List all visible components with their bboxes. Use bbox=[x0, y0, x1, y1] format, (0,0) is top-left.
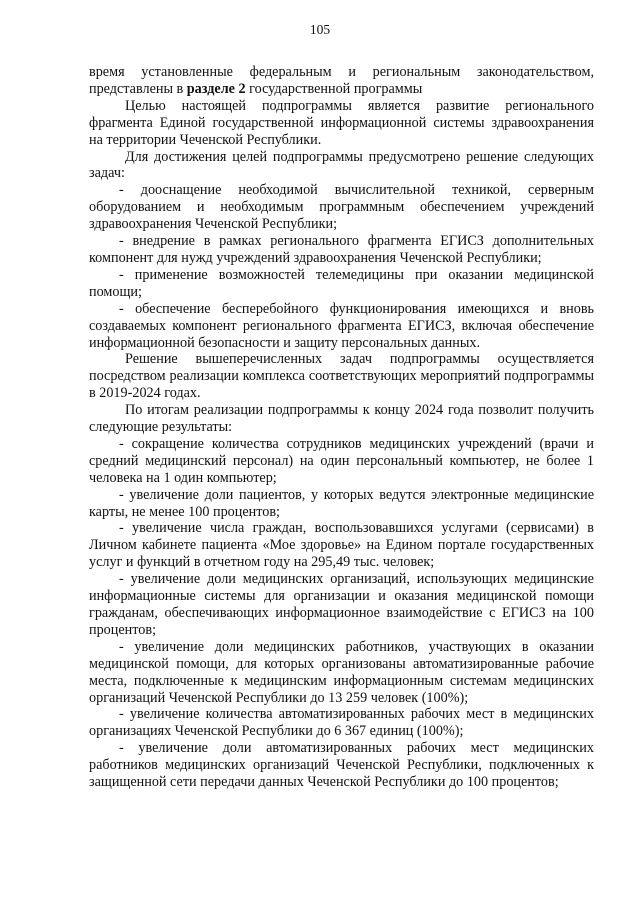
result-item: - увеличение доли автоматизированных рабочих мест медицинских работников медицинских организаций Чеченской Республики, подключенных к защищенной сети передачи данных Чеченской Республики до 100 процентов; bbox=[89, 740, 594, 791]
result-item: - увеличение доли медицинских организаций, использующих медицинские информационные системы для организации и оказания медицинской помощи гражданам, обеспечивающих информационное взаимодействие с ЕГИСЗ на 100 процентов; bbox=[89, 571, 594, 638]
intro-section-reference: разделе 2 bbox=[186, 80, 246, 97]
result-item: - увеличение доли пациентов, у которых ведутся электронные медицинские карты, не менее 100 процентов; bbox=[89, 486, 594, 520]
task-item: - применение возможностей телемедицины при оказании медицинской помощи; bbox=[89, 266, 594, 300]
task-item: - дооснащение необходимой вычислительной техникой, серверным оборудованием и необходимым программным обеспечением учреждений здравоохранения Чеченской Республики; bbox=[89, 182, 594, 233]
intro-text-after: государственной программы bbox=[245, 80, 423, 97]
task-item: - внедрение в рамках регионального фрагмента ЕГИСЗ дополнительных компонент для нужд учреждений здравоохранения Чеченской Республики; bbox=[89, 233, 594, 266]
intro-text-before: время установленные федеральным и региональным законодательством, представлены в bbox=[89, 64, 594, 97]
document-body bbox=[89, 64, 594, 791]
intro-paragraph bbox=[89, 64, 594, 98]
task-item: - обеспечение бесперебойного функционирования имеющихся и вновь создаваемых компонент регионального фрагмента ЕГИСЗ, включая обеспечение информационной безопасности и защиту персональных данных. bbox=[89, 300, 594, 351]
results-intro-paragraph: По итогам реализации подпрограммы к концу 2024 года позволит получить следующие результаты: bbox=[89, 402, 594, 436]
page-number: 105 bbox=[309, 22, 331, 37]
result-item: - увеличение числа граждан, воспользовавшихся услугами (сервисами) в Личном кабинете пациента «Мое здоровье» на Едином портале государственных услуг и функций в отчетном году на 295,49 тыс. человек; bbox=[89, 520, 594, 571]
result-item: - сокращение количества сотрудников медицинских учреждений (врачи и средний медицинский персонал) на один персональный компьютер, не более 1 человека на 1 один компьютер; bbox=[89, 435, 594, 486]
result-item: - увеличение количества автоматизированных рабочих мест в медицинских организациях Чеченской Республики до 6 367 единиц (100%); bbox=[89, 706, 594, 740]
result-item: - увеличение доли медицинских работников, участвующих в оказании медицинской помощи, для которых организованы автоматизированные рабочие места, подключенные к медицинским информационным системам медицинских организаций Чеченской Республики до 13 259 человек (100%); bbox=[89, 638, 594, 706]
implementation-paragraph: Решение вышеперечисленных задач подпрограммы осуществляется посредством реализации комплекса соответствующих мероприятий подпрограммы в 2019-2024 годах. bbox=[89, 351, 594, 402]
goal-paragraph: Целью настоящей подпрограммы является развитие регионального фрагмента Единой государственной информационной системы здравоохранения на территории Чеченской Республики. bbox=[89, 97, 594, 148]
tasks-intro-paragraph: Для достижения целей подпрограммы предусмотрено решение следующих задач: bbox=[89, 148, 594, 182]
